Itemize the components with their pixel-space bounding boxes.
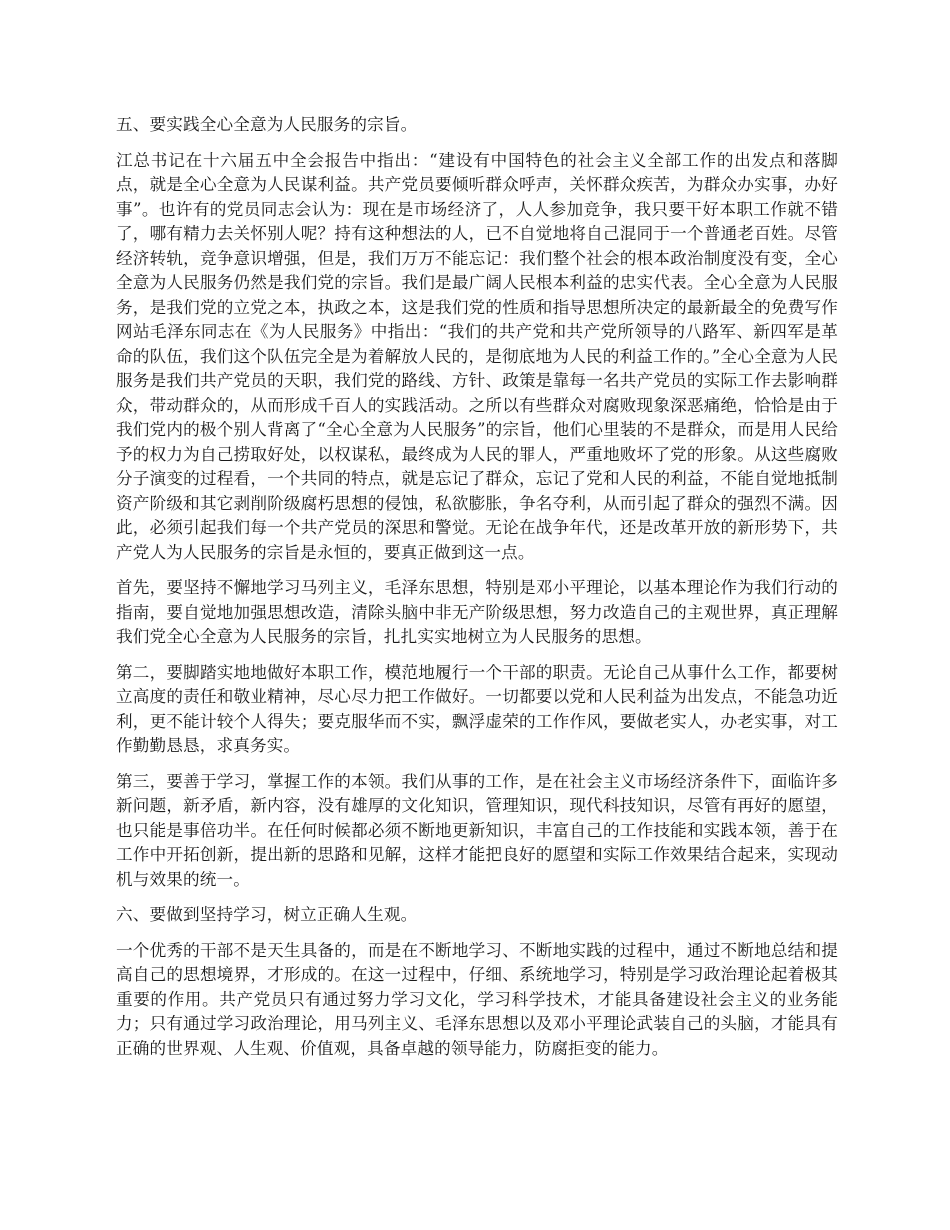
body-paragraph: 第三，要善于学习，掌握工作的本领。我们从事的工作，是在社会主义市场经济条件下，面临许多新问题，新矛盾，新内容，没有雄厚的文化知识，管理知识，现代科技知识，尽管有再好的愿望，也只能是事倍功半。在任何时候都必须不断地更新知识，丰富自己的工作技能和实践本领，善于在工作中开拓创新，提出新的思路和见解，这样才能把良好的愿望和实际工作效果结合起来，实现动机与效果的统一。 — [116, 771, 838, 889]
body-paragraph: 一个优秀的干部不是天生具备的，而是在不断地学习、不断地实践的过程中，通过不断地总结和提高自己的思想境界，才形成的。在这一过程中，仔细、系统地学习，特别是学习政治理论起着极其重要的作用。共产党员只有通过努力学习文化，学习科学技术，才能具备建设社会主义的业务能力；只有通过学习政治理论，用马列主义、毛泽东思想以及邓小平理论武装自己的头脑，才能具有正确的世界观、人生观、价值观，具备卓越的领导能力，防腐拒变的能力。 — [116, 940, 838, 1058]
section-heading-6: 六、要做到坚持学习，树立正确人生观。 — [116, 905, 418, 924]
document-page — [116, 113, 838, 1072]
body-paragraph: 第二，要脚踏实地地做好本职工作，模范地履行一个干部的职责。无论自己从事什么工作，都要树立高度的责任和敬业精神，尽心尽力把工作做好。一切都要以党和人民利益为出发点，不能急功近利，更不能计较个人得失；要克服华而不实，飘浮虚荣的工作作风，要做老实人，办老实事，对工作勤勤恳恳，求真务实。 — [116, 662, 838, 755]
body-paragraph: 江总书记在十六届五中全会报告中指出：“建设有中国特色的社会主义全部工作的出发点和落脚点，就是全心全意为人民谋利益。共产党员要倾听群众呼声，关怀群众疾苦，为群众办实事，办好事”。也许有的党员同志会认为：现在是市场经济了，人人参加竞争，我只要干好本职工作就不错了，哪有精力去关怀别人呢？持有这种想法的人，已不自觉地将自己混同于一个普通老百姓。尽管经济转轨，竞争意识增强，但是，我们万万不能忘记：我们整个社会的根本政治制度没有变，全心全意为人民服务仍然是我们党的宗旨。我们是最广阔人民根本利益的忠实代表。全心全意为人民服务，是我们党的立党之本，执政之本，这是我们党的性质和指导思想所决定的最新最全的免费写作网站毛泽东同志在《为人民服务》中指出：“我们的共产党和共产党所领导的八路军、新四军是革命的队伍，我们这个队伍完全是为着解放人民的，是彻底地为人民的利益工作的。”全心全意为人民服务是我们共产党员的天职，我们党的路线、方针、政策是靠每一名共产党员的实际工作去影响群众，带动群众的，从而形成千百人的实践活动。之所以有些群众对腐败现象深恶痛绝，恰恰是由于我们党内的极个别人背离了“全心全意为人民服务”的宗旨，他们心里装的不是群众，而是用人民给予的权力为自己捞取好处，以权谋私，最终成为人民的罪人，严重地败坏了党的形象。从这些腐败分子演变的过程看，一个共同的特点，就是忘记了群众，忘记了党和人民的利益，不能自觉地抵制资产阶级和其它剥削阶级腐朽思想的侵蚀，私欲膨胀，争名夺利，从而引起了群众的强烈不满。因此，必须引起我们每一个共产党员的深思和警觉。无论在战争年代，还是改革开放的新形势下，共产党人为人民服务的宗旨是永恒的，要真正做到这一点。 — [116, 150, 838, 562]
body-paragraph: 首先，要坚持不懈地学习马列主义，毛泽东思想，特别是邓小平理论，以基本理论作为我们行动的指南，要自觉地加强思想改造，清除头脑中非无产阶级思想，努力改造自己的主观世界，真正理解我们党全心全意为人民服务的宗旨，扎扎实实地树立为人民服务的思想。 — [116, 578, 838, 646]
section-heading-5: 五、要实践全心全意为人民服务的宗旨。 — [116, 115, 418, 134]
